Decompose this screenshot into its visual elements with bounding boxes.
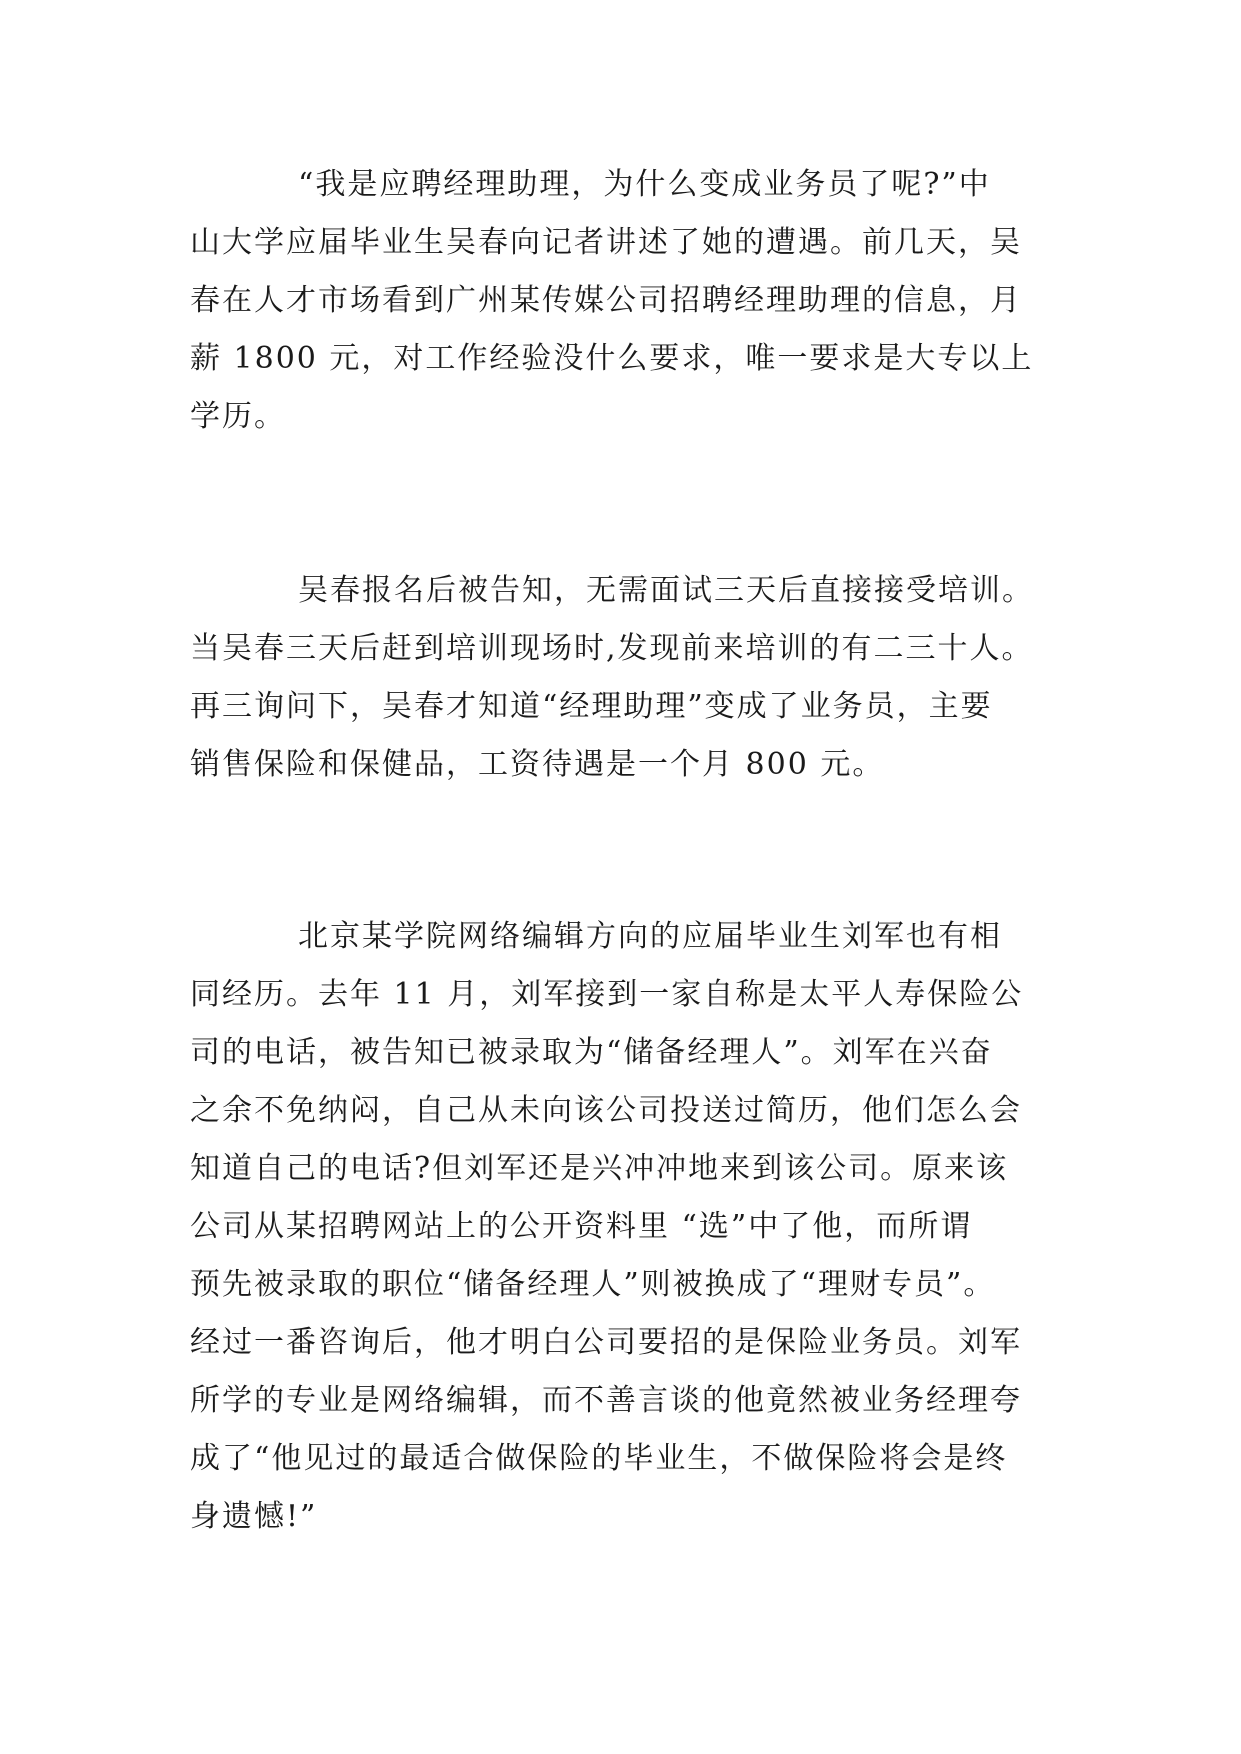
text-line: 春在人才市场看到广州某传媒公司招聘经理助理的信息，月 — [190, 283, 1022, 318]
text-line: 北京某学院网络编辑方向的应届毕业生刘军也有相 — [298, 919, 1002, 954]
text-line: 公司从某招聘网站上的公开资料里 “选”中了他，而所谓 — [190, 1209, 973, 1244]
paragraph-3 — [190, 908, 1050, 1546]
text-line: 同经历。去年 11 月，刘军接到一家自称是太平人寿保险公 — [190, 977, 1024, 1012]
text-line: 所学的专业是网络编辑，而不善言谈的他竟然被业务经理夸 — [190, 1383, 1022, 1418]
text-line: 身遗憾!” — [190, 1499, 318, 1534]
text-line: 山大学应届毕业生吴春向记者讲述了她的遭遇。前几天，吴 — [190, 225, 1022, 260]
text-line: 之余不免纳闷，自己从未向该公司投送过简历，他们怎么会 — [190, 1093, 1022, 1128]
text-line: 当吴春三天后赶到培训现场时,发现前来培训的有二三十人。 — [190, 631, 1034, 666]
text-line: 销售保险和保健品，工资待遇是一个月 800 元。 — [190, 747, 885, 782]
text-line: “我是应聘经理助理，为什么变成业务员了呢?”中 — [298, 167, 991, 202]
text-line: 成了“他见过的最适合做保险的毕业生，不做保险将会是终 — [190, 1441, 1008, 1476]
text-line: 司的电话，被告知已被录取为“储备经理人”。刘军在兴奋 — [190, 1035, 993, 1070]
text-line: 知道自己的电话?但刘军还是兴冲冲地来到该公司。原来该 — [190, 1151, 1009, 1186]
text-line: 薪 1800 元，对工作经验没什么要求，唯一要求是大专以上 — [190, 341, 1034, 376]
paragraph-2 — [190, 562, 1050, 794]
text-line: 吴春报名后被告知，无需面试三天后直接接受培训。 — [298, 573, 1034, 608]
text-line: 再三询问下，吴春才知道“经理助理”变成了业务员，主要 — [190, 689, 993, 724]
text-line: 经过一番咨询后，他才明白公司要招的是保险业务员。刘军 — [190, 1325, 1022, 1360]
paragraph-1 — [190, 156, 1050, 446]
text-line: 学历。 — [190, 399, 286, 434]
text-line: 预先被录取的职位“储备经理人”则被换成了“理财专员”。 — [190, 1267, 996, 1302]
